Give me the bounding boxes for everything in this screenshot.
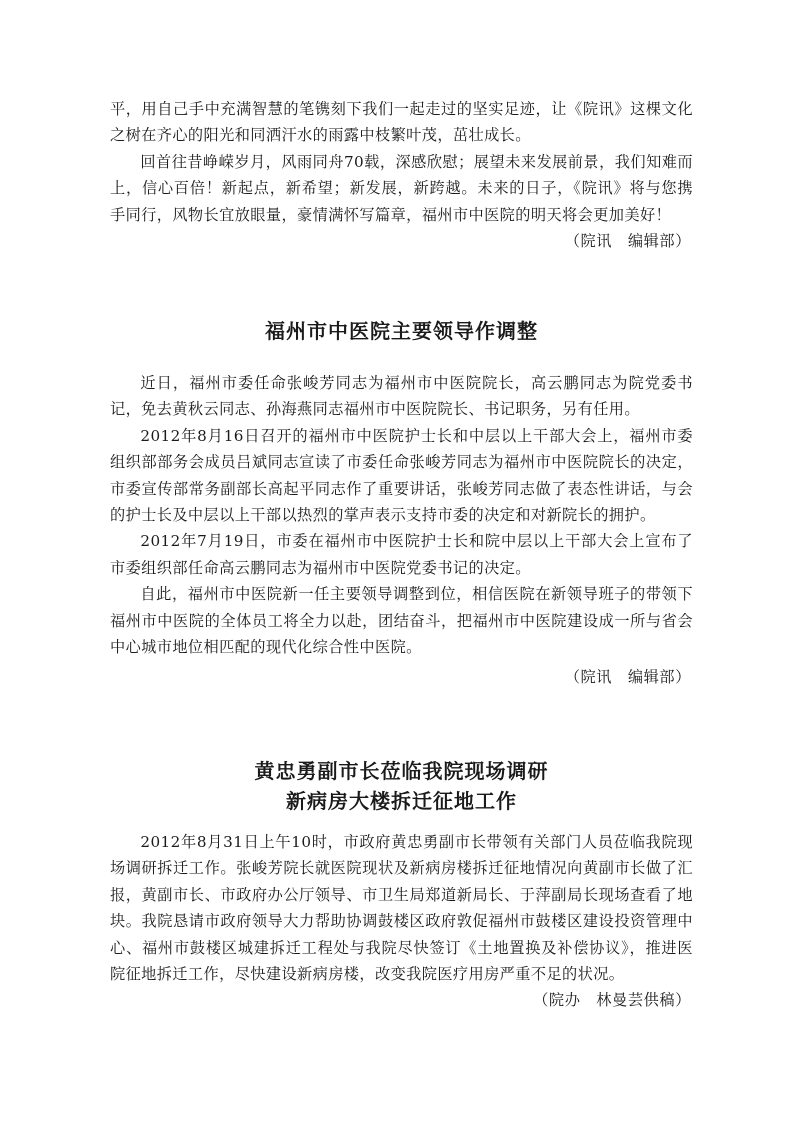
article-leadership-body — [110, 370, 693, 691]
article-survey-body — [110, 829, 693, 1014]
article-leadership-title-block — [110, 316, 693, 346]
paragraph: 平，用自己手中充满智慧的笔镌刻下我们一起走过的坚实足迹，让《院讯》这棵文化之树在齐心的阳光和同洒汗水的雨露中枝繁叶茂，茁壮成长。 — [110, 100, 693, 145]
article-continuation — [110, 96, 693, 254]
article-signature: （院讯 编辑部） — [564, 668, 691, 687]
paragraph: 2012年8月31日上午10时，市政府黄忠勇副市长带领有关部门人员莅临我院现场调研拆迁工作。张峻芳院长就医院现状及新病房楼拆迁征地情况向黄副市长做了汇报，黄副市长、市政府办公厅领导、市卫生局郑道新局长、于萍副局长现场查看了地块。我院恳请市政府领导大力帮助协调鼓楼区政府敦促福州市鼓楼区建设投资管理中心、福州市鼓楼区城建拆迁工程处与我院尽快签订《土地置换及补偿协议》，推进医院征地拆迁工作，尽快建设新病房楼，改变我院医疗用房严重不足的状况。 — [110, 833, 693, 984]
article-title: 福州市中医院主要领导作调整 — [265, 319, 538, 343]
paragraph: 近日，福州市委任命张峻芳同志为福州市中医院院长，高云鹏同志为院党委书记，免去黄秋云同志、孙海燕同志福州市中医院院长、书记职务，另有任用。 — [110, 374, 693, 419]
paragraph: 2012年8月16日召开的福州市中医院护士长和中层以上干部大会上，福州市委组织部部务会成员吕斌同志宣读了市委任命张峻芳同志为福州市中医院院长的决定，市委宣传部常务副部长高起平同志作了重要讲话，张峻芳同志做了表态性讲话，与会的护士长及中层以上干部以热烈的掌声表示支持市委的决定和对新院长的拥护。 — [110, 426, 693, 525]
paragraph: 2012年7月19日，市委在福州市中医院护士长和院中层以上干部大会上宣布了市委组织部任命高云鹏同志为福州市中医院党委书记的决定。 — [110, 532, 693, 577]
article-title-line-2: 新病房大楼拆迁征地工作 — [286, 789, 517, 813]
article-signature: （院讯 编辑部） — [564, 232, 691, 251]
paragraph: 自此，福州市中医院新一任主要领导调整到位，相信医院在新领导班子的带领下福州市中医院的全体员工将全力以赴，团结奋斗，把福州市中医院建设成一所与省会中心城市地位相匹配的现代化综合性中医院。 — [110, 585, 693, 657]
article-signature: （院办 林曼芸供稿） — [533, 991, 691, 1010]
paragraph: 回首往昔峥嵘岁月，风雨同舟70载，深感欣慰；展望未来发展前景，我们知难而上，信心百倍！新起点，新希望；新发展，新跨越。未来的日子，《院讯》将与您携手同行，风物长宜放眼量，豪情满怀写篇章，福州市中医院的明天将会更加美好！ — [110, 152, 693, 224]
article-title-line-1: 黄忠勇副市长莅临我院现场调研 — [254, 759, 549, 783]
article-survey-title-block — [110, 756, 693, 816]
